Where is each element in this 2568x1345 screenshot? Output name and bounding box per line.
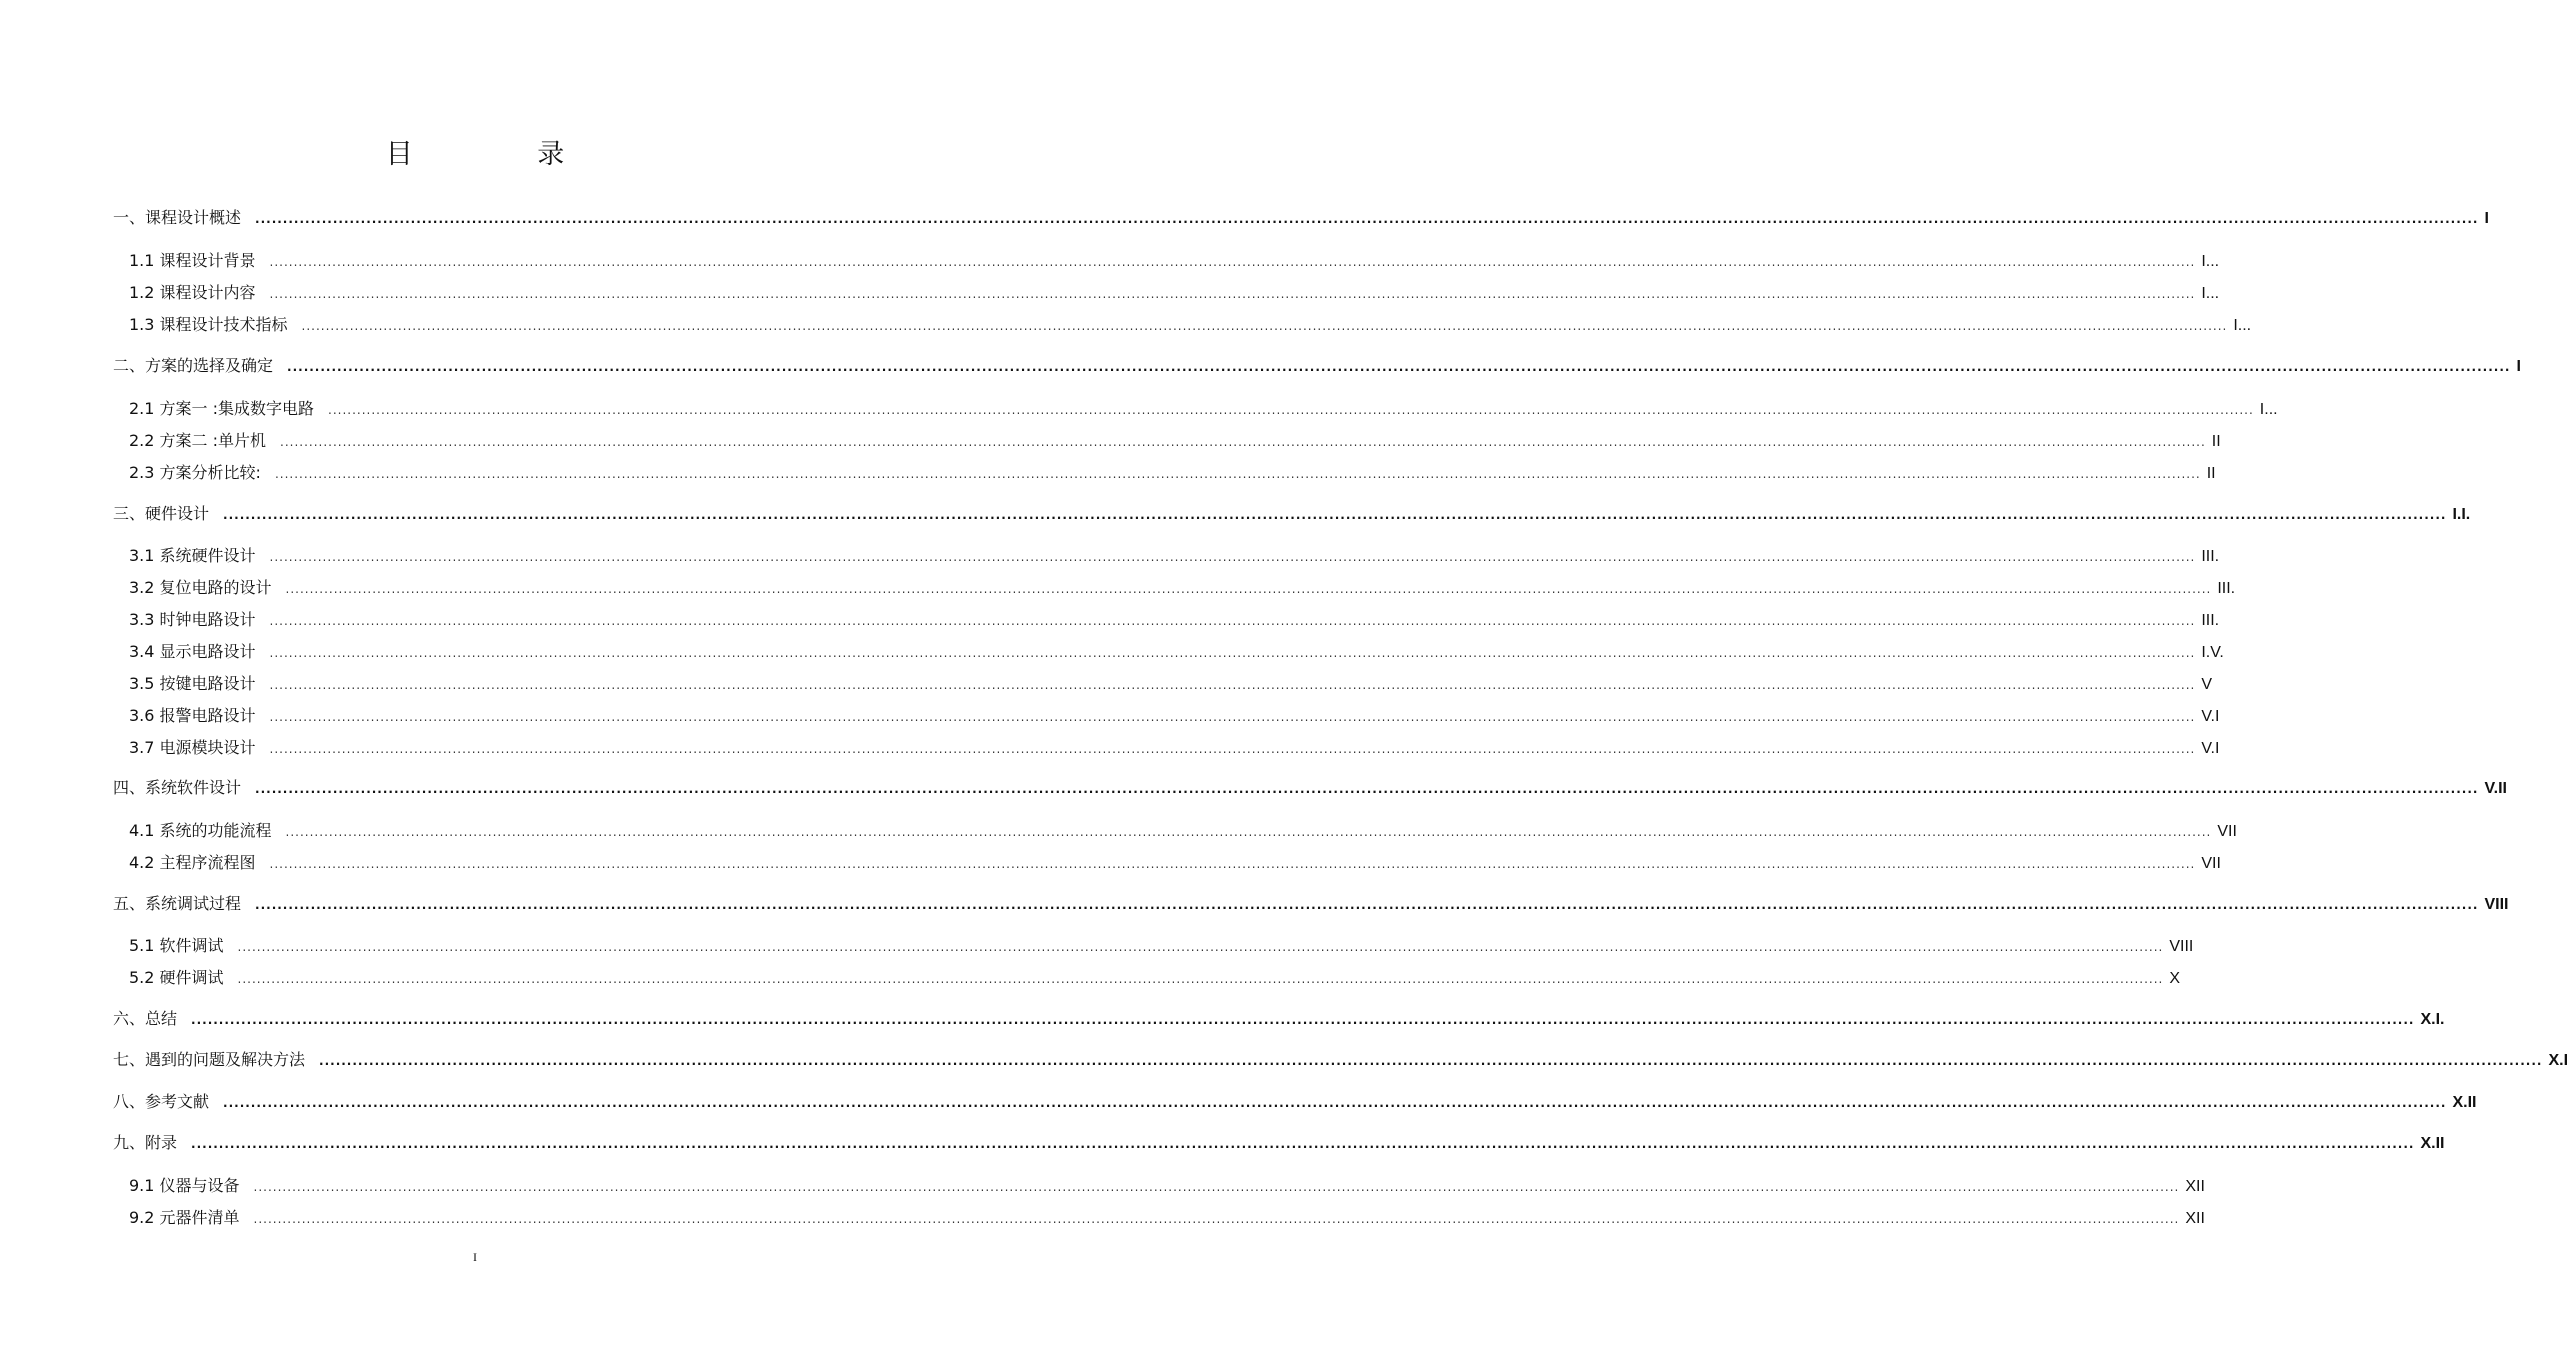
toc-leader-dots: ................................................................................................................................................................................................................................................................................................................................................................................................................ [191,1013,2415,1027]
toc-entry-label: 三、硬件设计 [113,504,210,523]
toc-entry[interactable] [129,703,2220,727]
toc-entry-label: 3.2 复位电路的设计 [129,578,272,597]
toc-leader-dots: ................................................................................................................................................................................................................................................................................................................................................................................................................ [285,825,2212,839]
toc-entry-page: X.I. [2420,1011,2445,1028]
toc-leader-dots: ................................................................................................................................................................................................................................................................................................................................................................................................................ [287,360,2511,374]
toc-leader-dots: ................................................................................................................................................................................................................................................................................................................................................................................................................ [269,710,2196,724]
toc-entry-label: 3.5 按键电路设计 [129,674,256,693]
page-title: 目 录 [385,139,623,170]
toc-leader-dots: ................................................................................................................................................................................................................................................................................................................................................................................................................ [269,678,2196,692]
toc-entry[interactable] [129,639,2224,663]
toc-leader-dots: ................................................................................................................................................................................................................................................................................................................................................................................................................ [269,646,2196,660]
toc-entry-page: I [2516,358,2521,375]
toc-leader-dots: ................................................................................................................................................................................................................................................................................................................................................................................................................ [274,467,2201,481]
toc-leader-dots: ................................................................................................................................................................................................................................................................................................................................................................................................................ [328,403,2254,417]
toc-entry-page: VII [2217,823,2237,840]
toc-entry-page: V [2201,676,2212,693]
toc-entry[interactable] [129,1205,2205,1229]
toc-entry-page: XII [2185,1178,2205,1195]
toc-entry[interactable] [129,543,2220,567]
toc-entry-page: II [2206,465,2216,482]
toc-entry-page: III. [2201,612,2220,629]
toc-entry-page: I... [2259,401,2278,418]
toc-entry[interactable] [113,1006,2445,1030]
toc-entry-label: 七、遇到的问题及解决方法 [113,1050,306,1069]
toc-entry[interactable] [129,428,2221,452]
toc-entry[interactable] [129,396,2278,420]
toc-entry-page: III. [2201,548,2220,565]
toc-entry-label: 二、方案的选择及确定 [113,356,274,375]
toc-entry-page: I... [2201,253,2220,270]
toc-entry-page: I... [2233,317,2252,334]
toc-entry-page: III. [2217,580,2236,597]
toc-leader-dots: ................................................................................................................................................................................................................................................................................................................................................................................................................ [191,1137,2415,1151]
toc-entry-page: V.II [2484,780,2507,797]
toc-leader-dots: ................................................................................................................................................................................................................................................................................................................................................................................................................ [301,319,2228,333]
page-number: I [473,1250,477,1264]
toc-entry-page: VIII [2169,938,2194,955]
toc-entry[interactable] [129,1173,2205,1197]
toc-entry-label: 4.2 主程序流程图 [129,853,256,872]
toc-leader-dots: ................................................................................................................................................................................................................................................................................................................................................................................................................ [253,1212,2180,1226]
toc-entry-label: 一、课程设计概述 [113,208,242,227]
toc-leader-dots: ................................................................................................................................................................................................................................................................................................................................................................................................................ [237,940,2164,954]
toc-entry-page: X.II [2420,1135,2445,1152]
toc-entry[interactable] [113,205,2489,229]
toc-leader-dots: ................................................................................................................................................................................................................................................................................................................................................................................................................ [255,782,2479,796]
toc-entry[interactable] [129,248,2220,272]
toc-leader-dots: ................................................................................................................................................................................................................................................................................................................................................................................................................ [253,1180,2180,1194]
toc-leader-dots: ................................................................................................................................................................................................................................................................................................................................................................................................................ [269,614,2196,628]
toc-entry[interactable] [113,1047,2568,1071]
toc-entry-page: II [2211,433,2221,450]
toc-entry-label: 3.4 显示电路设计 [129,642,256,661]
toc-entry[interactable] [129,735,2220,759]
toc-entry[interactable] [129,280,2220,304]
toc-leader-dots: ................................................................................................................................................................................................................................................................................................................................................................................................................ [269,255,2196,269]
toc-leader-dots: ................................................................................................................................................................................................................................................................................................................................................................................................................ [223,508,2447,522]
toc-entry-page: X.II [2452,1094,2477,1111]
toc-entry[interactable] [129,850,2221,874]
toc-entry-label: 1.3 课程设计技术指标 [129,315,288,334]
toc-entry[interactable] [129,607,2220,631]
toc-entry-label: 3.3 时钟电路设计 [129,610,256,629]
toc-entry[interactable] [129,312,2252,336]
toc-entry-label: 5.2 硬件调试 [129,968,224,987]
toc-entry[interactable] [113,775,2507,799]
toc-leader-dots: ................................................................................................................................................................................................................................................................................................................................................................................................................ [255,212,2479,226]
toc-entry[interactable] [129,933,2194,957]
toc-entry-label: 4.1 系统的功能流程 [129,821,272,840]
toc-leader-dots: ................................................................................................................................................................................................................................................................................................................................................................................................................ [237,972,2164,986]
toc-leader-dots: ................................................................................................................................................................................................................................................................................................................................................................................................................ [269,287,2196,301]
toc-entry-label: 五、系统调试过程 [113,894,242,913]
toc-entry-label: 1.1 课程设计背景 [129,251,256,270]
toc-leader-dots: ................................................................................................................................................................................................................................................................................................................................................................................................................ [269,550,2196,564]
toc-entry[interactable] [129,818,2237,842]
toc-entry-label: 3.6 报警电路设计 [129,706,256,725]
toc-entry-label: 八、参考文献 [113,1092,210,1111]
toc-entry-page: I.V. [2201,644,2224,661]
toc-entry[interactable] [113,1089,2477,1113]
toc-leader-dots: ................................................................................................................................................................................................................................................................................................................................................................................................................ [285,582,2212,596]
toc-leader-dots: ................................................................................................................................................................................................................................................................................................................................................................................................................ [280,435,2206,449]
toc-entry[interactable] [129,671,2212,695]
toc-entry-label: 3.1 系统硬件设计 [129,546,256,565]
toc-entry-label: 3.7 电源模块设计 [129,738,256,757]
toc-entry-page: I... [2201,285,2220,302]
toc-leader-dots: ................................................................................................................................................................................................................................................................................................................................................................................................................ [269,857,2196,871]
toc-entry-label: 四、系统软件设计 [113,778,242,797]
toc-leader-dots: ................................................................................................................................................................................................................................................................................................................................................................................................................ [255,898,2479,912]
toc-leader-dots: ................................................................................................................................................................................................................................................................................................................................................................................................................ [319,1054,2543,1068]
toc-entry-page: VII [2201,855,2221,872]
toc-entry-label: 2.3 方案分析比较: [129,463,261,482]
toc-entry-page: V.I [2201,708,2220,725]
toc-entry-page: X [2169,970,2180,987]
toc-entry-label: 2.1 方案一 :集成数字电路 [129,399,315,418]
toc-entry[interactable] [113,891,2509,915]
toc-entry-page: I.I. [2452,506,2471,523]
toc-entry[interactable] [113,353,2521,377]
toc-entry-label: 六、总结 [113,1009,178,1028]
toc-leader-dots: ................................................................................................................................................................................................................................................................................................................................................................................................................ [223,1096,2447,1110]
toc-entry[interactable] [129,575,2236,599]
toc-entry-label: 9.1 仪器与设备 [129,1176,240,1195]
toc-entry-label: 九、附录 [113,1133,178,1152]
toc-entry[interactable] [113,1130,2445,1154]
toc-entry-page: VIII [2484,896,2509,913]
toc-entry[interactable] [129,965,2180,989]
toc-entry[interactable] [129,460,2216,484]
toc-entry-label: 2.2 方案二 :单片机 [129,431,267,450]
toc-entry-label: 1.2 课程设计内容 [129,283,256,302]
toc-entry-label: 9.2 元器件清单 [129,1208,240,1227]
toc-entry-page: X.I [2548,1052,2568,1069]
toc-entry-label: 5.1 软件调试 [129,936,224,955]
toc-leader-dots: ................................................................................................................................................................................................................................................................................................................................................................................................................ [269,742,2196,756]
toc-entry-page: XII [2185,1210,2205,1227]
toc-entry-page: V.I [2201,740,2220,757]
toc-entry[interactable] [113,501,2471,525]
toc-entry-page: I [2484,210,2489,227]
